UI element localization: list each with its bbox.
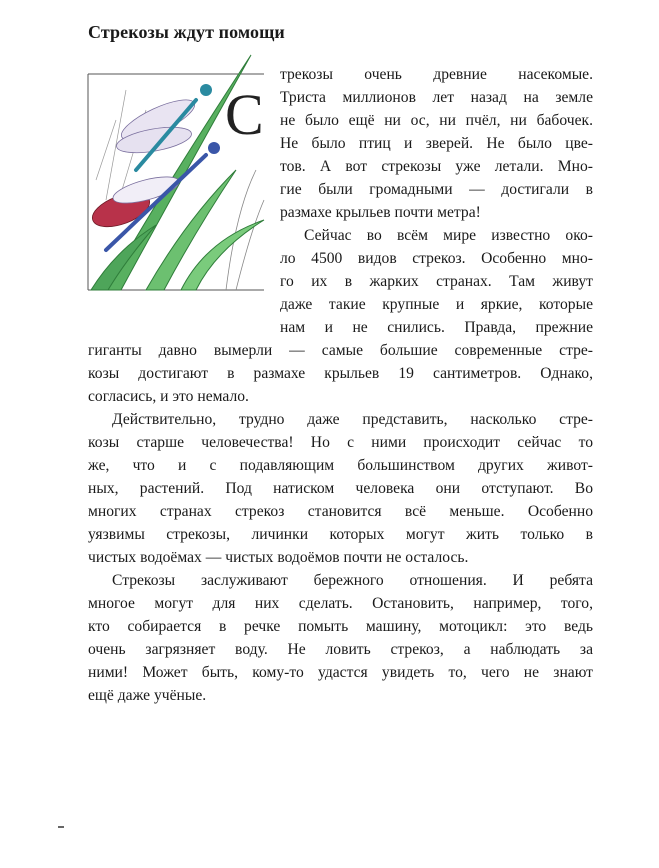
text-line: ло 4500 видов стрекоз. Особенно мно- xyxy=(280,250,593,267)
text-line: чистых водоёмах — чистых водоёмов почти не осталось. xyxy=(88,549,469,566)
text-line: гие были громадными — достигали в xyxy=(280,181,593,198)
text-line: многое могут для них сделать. Остановить, например, того, xyxy=(88,595,593,612)
text-line: гиганты давно вымерли — самые большие современные стре- xyxy=(88,342,593,359)
text-line: Не было птиц и зверей. Не было цве- xyxy=(280,135,593,152)
text-line: нам и не снились. Правда, прежние xyxy=(280,319,593,336)
text-line: трекозы очень древние насекомые. xyxy=(280,66,593,83)
page-mark xyxy=(58,826,64,828)
text-line: ещё даже учёные. xyxy=(88,687,207,704)
text-line: козы достигают в размахе крыльев 19 сантиметров. Однако, xyxy=(88,365,593,382)
text-line: многих странах стрекоз становится всё меньше. Особенно xyxy=(88,503,593,520)
text-line: очень загрязняет воду. Не ловить стрекоз, а наблюдать за xyxy=(88,641,593,658)
drop-cap: С xyxy=(225,82,264,147)
text-line: ними! Может быть, кому-то удастся увидеть то, чего не знают xyxy=(88,664,593,681)
text-line: Триста миллионов лет назад на земле xyxy=(280,89,593,106)
page-title: Стрекозы ждут помощи xyxy=(88,22,285,42)
text-line: го их в жарких странах. Там живут xyxy=(280,273,593,290)
text-line: согласись, и это немало. xyxy=(88,388,249,405)
text-line: козы старше человечества! Но с ними происходит сейчас то xyxy=(88,434,593,451)
text-line: тов. А вот стрекозы уже летали. Мно- xyxy=(280,158,593,175)
text-line: размахе крыльев почти метра! xyxy=(280,204,481,221)
text-line: уязвимы стрекозы, личинки которых могут жить только в xyxy=(88,526,593,543)
text-line: кто собирается в речке помыть машину, мотоцикл: это ведь xyxy=(88,618,593,635)
text-line: Сейчас во всём мире известно око- xyxy=(304,227,593,244)
text-line: Действительно, трудно даже представить, насколько стре- xyxy=(112,411,593,428)
text-line: не было ещё ни ос, ни пчёл, ни бабочек. xyxy=(280,112,593,129)
text-line: даже такие крупные и яркие, которые xyxy=(280,296,593,313)
text-line: Стрекозы заслуживают бережного отношения. И ребята xyxy=(112,572,593,589)
text-line: ных, растений. Под натиском человека они отступают. Во xyxy=(88,480,593,497)
text-line: же, что и с подавляющим большинством других живот- xyxy=(88,457,593,474)
